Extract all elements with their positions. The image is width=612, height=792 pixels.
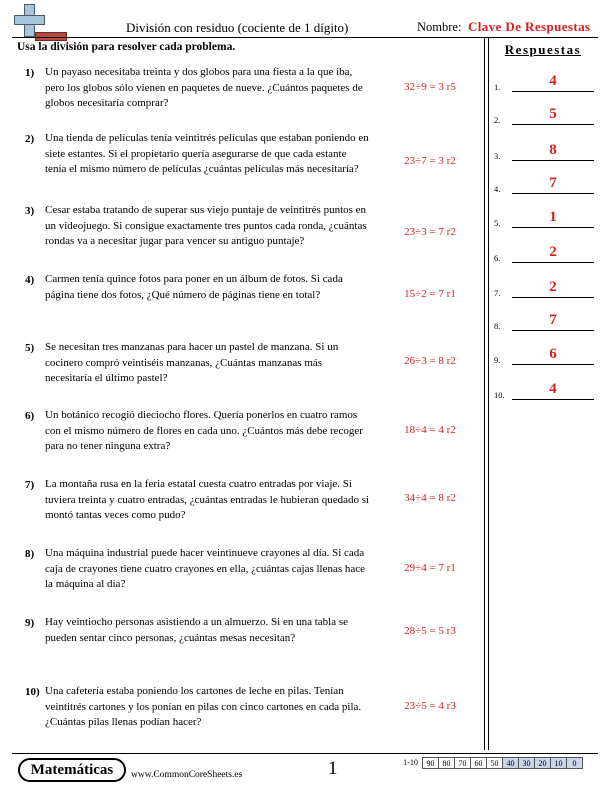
score-cell: 30 (518, 757, 535, 769)
problem-number: 4) (25, 274, 35, 286)
plus-minus-logo-icon (14, 4, 58, 38)
answer-row (494, 278, 598, 298)
answer-line (512, 297, 594, 298)
answer-column-divider (484, 38, 485, 750)
answer-value: 4 (549, 73, 557, 89)
score-cell: 60 (470, 757, 487, 769)
answer-line (512, 227, 594, 228)
answer-line (512, 124, 594, 125)
answer-row (494, 380, 598, 400)
problem-text: Hay veintiocho personas asistiendo a un almuerzo. Si en una tabla se pueden sentar cinco personas, ¿cuántas mesas necesitan? (45, 616, 349, 644)
problem-work: 29÷4 = 7 r1 (404, 562, 456, 574)
problem-number: 5) (25, 342, 35, 354)
problem-number: 9) (25, 617, 35, 629)
answer-value: 6 (549, 346, 557, 362)
problem-number: 2) (25, 133, 35, 145)
answer-row (494, 345, 598, 365)
problem-text: Una tienda de películas tenía veintitrés películas que estaban poniendo en siete estantes. Si el propietario quería asegurarse de que cada estante tenía el mismo número de películas ¿cuántas películas más necesitaría? (45, 132, 369, 176)
problem-number: 7) (25, 479, 35, 491)
problem-work: 34÷4 = 8 r2 (404, 492, 456, 504)
problem-text: Un botánico recogió dieciocho flores. Quería ponerlos en cuatro ramos con el mismo número de flores en cada uno. ¿Cuántos más debe recoger para no tener ninguna extra? (45, 409, 363, 453)
answer-number: 10. (494, 390, 505, 400)
answer-row (494, 174, 598, 194)
answer-line (512, 399, 594, 400)
answer-number: 1. (494, 82, 501, 92)
score-cell: 80 (438, 757, 455, 769)
score-label: 1-10 (403, 758, 418, 767)
score-cell: 90 (422, 757, 439, 769)
problem-number: 8) (25, 548, 35, 560)
worksheet-title: División con residuo (cociente de 1 dígito) (126, 20, 349, 35)
score-cell: 20 (534, 757, 551, 769)
answer-value: 5 (549, 106, 557, 122)
problem-text: Cesar estaba tratando de superar sus viejo puntaje de veintitrés puntos en un videojuego. Si consigue exactamente tres puntos cada ronda, ¿cuántas rondas va a necesitar jugar para vencer su antiguo puntaje? (45, 204, 367, 248)
site-url: www.CommonCoreSheets.es (131, 770, 243, 780)
problem-work: 18÷4 = 4 r2 (404, 424, 456, 436)
header-divider (12, 37, 598, 38)
problem-number: 6) (25, 410, 35, 422)
problem-text: Carmen tenía quince fotos para poner en un álbum de fotos. Si cada página tiene dos fotos, ¿Qué número de páginas tiene en total? (45, 273, 343, 301)
problem-work: 23÷3 = 7 r2 (404, 226, 456, 238)
answer-value: 2 (549, 279, 557, 295)
problem-work: 32÷9 = 3 r5 (404, 81, 456, 93)
problem-text: Una cafetería estaba poniendo los cartones de leche en pilas. Tenían veintitrés cartones y los ponían en pilas con cinco cartones en cada pila. ¿Cuántas pilas llenas podían hacer? (45, 685, 362, 729)
score-cell: 10 (550, 757, 567, 769)
instructions: Usa la división para resolver cada problema. (17, 41, 236, 53)
problem-text: Se necesitan tres manzanas para hacer un pastel de manzana. Si un cocinero compró veintiséis manzanas, ¿Cuántas manzanas más necesitaría el último pastel? (45, 341, 339, 385)
answer-number: 6. (494, 253, 501, 263)
answer-row (494, 72, 598, 92)
problem-number: 3) (25, 205, 35, 217)
problem-number: 10) (25, 686, 40, 698)
name-value: Clave De Respuestas (468, 19, 591, 34)
answer-value: 7 (549, 312, 557, 328)
score-cell: 0 (566, 757, 583, 769)
score-cell: 50 (486, 757, 503, 769)
score-table (398, 757, 583, 769)
problem-work: 23÷5 = 4 r3 (404, 700, 456, 712)
answer-line (512, 193, 594, 194)
answer-row (494, 141, 598, 161)
problem-number: 1) (25, 67, 35, 79)
score-cell: 40 (502, 757, 519, 769)
problem-text: Un payaso necesitaba treinta y dos globos para una fiesta a la que iba, pero los globos sólo vienen en paquetes de nueve. ¿Cuántos paquetes de globos necesitaría comprar? (45, 66, 363, 110)
answer-number: 2. (494, 115, 501, 125)
answer-number: 9. (494, 355, 501, 365)
answer-row (494, 208, 598, 228)
page-number: 1 (328, 758, 338, 779)
answer-row (494, 243, 598, 263)
problem-text: Una máquina industrial puede hacer veintinueve crayones al día. Si cada caja de crayones tiene cuatro crayones en ella, ¿cuántas cajas llenas hace la máquina al día? (45, 547, 366, 591)
answers-title: Respuestas (504, 42, 582, 57)
answer-number: 7. (494, 288, 501, 298)
answer-line (512, 330, 594, 331)
answer-line (512, 364, 594, 365)
answer-line (512, 91, 594, 92)
name-label: Nombre: (417, 20, 462, 34)
answer-value: 8 (549, 142, 557, 158)
brand-badge: Matemáticas (18, 758, 126, 782)
answer-number: 8. (494, 321, 501, 331)
answer-row (494, 105, 598, 125)
answer-number: 3. (494, 151, 501, 161)
answer-value: 1 (549, 209, 557, 225)
problem-work: 26÷3 = 8 r2 (404, 355, 456, 367)
answer-number: 5. (494, 218, 501, 228)
score-cell: 70 (454, 757, 471, 769)
problem-text: La montaña rusa en la feria estatal cuesta cuatro entradas por viaje. Si tuviera treinta y cuatro entradas, ¿cuántas entradas le hubieran quedado si montó tantas veces como pudo? (45, 478, 370, 522)
problem-work: 23÷7 = 3 r2 (404, 155, 456, 167)
answer-value: 2 (549, 244, 557, 260)
footer-divider (12, 753, 598, 754)
answer-column-divider-inner (488, 38, 489, 750)
answer-value: 7 (549, 175, 557, 191)
answer-line (512, 262, 594, 263)
answer-row (494, 311, 598, 331)
problem-work: 28÷5 = 5 r3 (404, 625, 456, 637)
answer-value: 4 (549, 381, 557, 397)
answer-line (512, 160, 594, 161)
answer-number: 4. (494, 184, 501, 194)
problem-work: 15÷2 = 7 r1 (404, 288, 456, 300)
